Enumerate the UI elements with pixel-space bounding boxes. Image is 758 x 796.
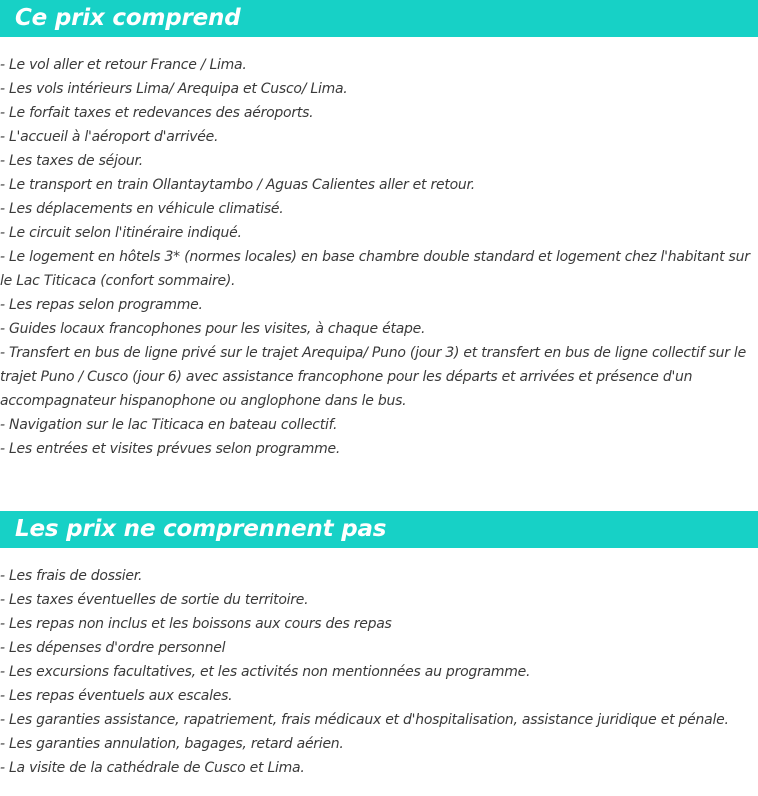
list-item: - Navigation sur le lac Titicaca en bateau collectif. [0,417,338,433]
list-item: - Les repas selon programme. [0,297,203,313]
list-item: - Les entrées et visites prévues selon programme. [0,441,341,457]
list-item: - Les déplacements en véhicule climatisé. [0,201,284,217]
excluded-list [0,564,758,780]
included-list [0,53,758,461]
list-item: - Les taxes éventuelles de sortie du territoire. [0,592,309,608]
list-item: - Les frais de dossier. [0,568,143,584]
list-item: - Les excursions facultatives, et les activités non mentionnées au programme. [0,664,531,680]
excluded-section [0,511,758,780]
list-item: - Les taxes de séjour. [0,153,143,169]
list-item: - Guides locaux francophones pour les visites, à chaque étape. [0,321,426,337]
included-heading: Ce prix comprend [0,0,758,37]
list-item: - Le circuit selon l'itinéraire indiqué. [0,225,242,241]
excluded-heading: Les prix ne comprennent pas [0,511,758,548]
list-item: - Le forfait taxes et redevances des aéroports. [0,105,314,121]
list-item: - Le logement en hôtels 3* (normes locales) en base chambre double standard et logement chez l'habitant sur le Lac Titicaca (confort sommaire). [0,249,750,289]
list-item: - Le transport en train Ollantaytambo / Aguas Calientes aller et retour. [0,177,475,193]
list-item: - La visite de la cathédrale de Cusco et Lima. [0,760,305,776]
list-item: - Le vol aller et retour France / Lima. [0,57,247,73]
list-item: - Les vols intérieurs Lima/ Arequipa et Cusco/ Lima. [0,81,348,97]
list-item: - Les dépenses d'ordre personnel [0,640,226,656]
list-item: - Les repas éventuels aux escales. [0,688,233,704]
list-item: - Transfert en bus de ligne privé sur le trajet Arequipa/ Puno (jour 3) et transfert en bus de ligne collectif sur le trajet Puno / Cusco (jour 6) avec assistance francophone pour les départs et arrivées et présence d'un accompagnateur hispanophone ou anglophone dans le bus. [0,345,746,409]
list-item: - Les garanties assistance, rapatriement, frais médicaux et d'hospitalisation, assistance juridique et pénale. [0,712,729,728]
list-item: - Les repas non inclus et les boissons aux cours des repas [0,616,392,632]
list-item: - Les garanties annulation, bagages, retard aérien. [0,736,344,752]
list-item: - L'accueil à l'aéroport d'arrivée. [0,129,219,145]
